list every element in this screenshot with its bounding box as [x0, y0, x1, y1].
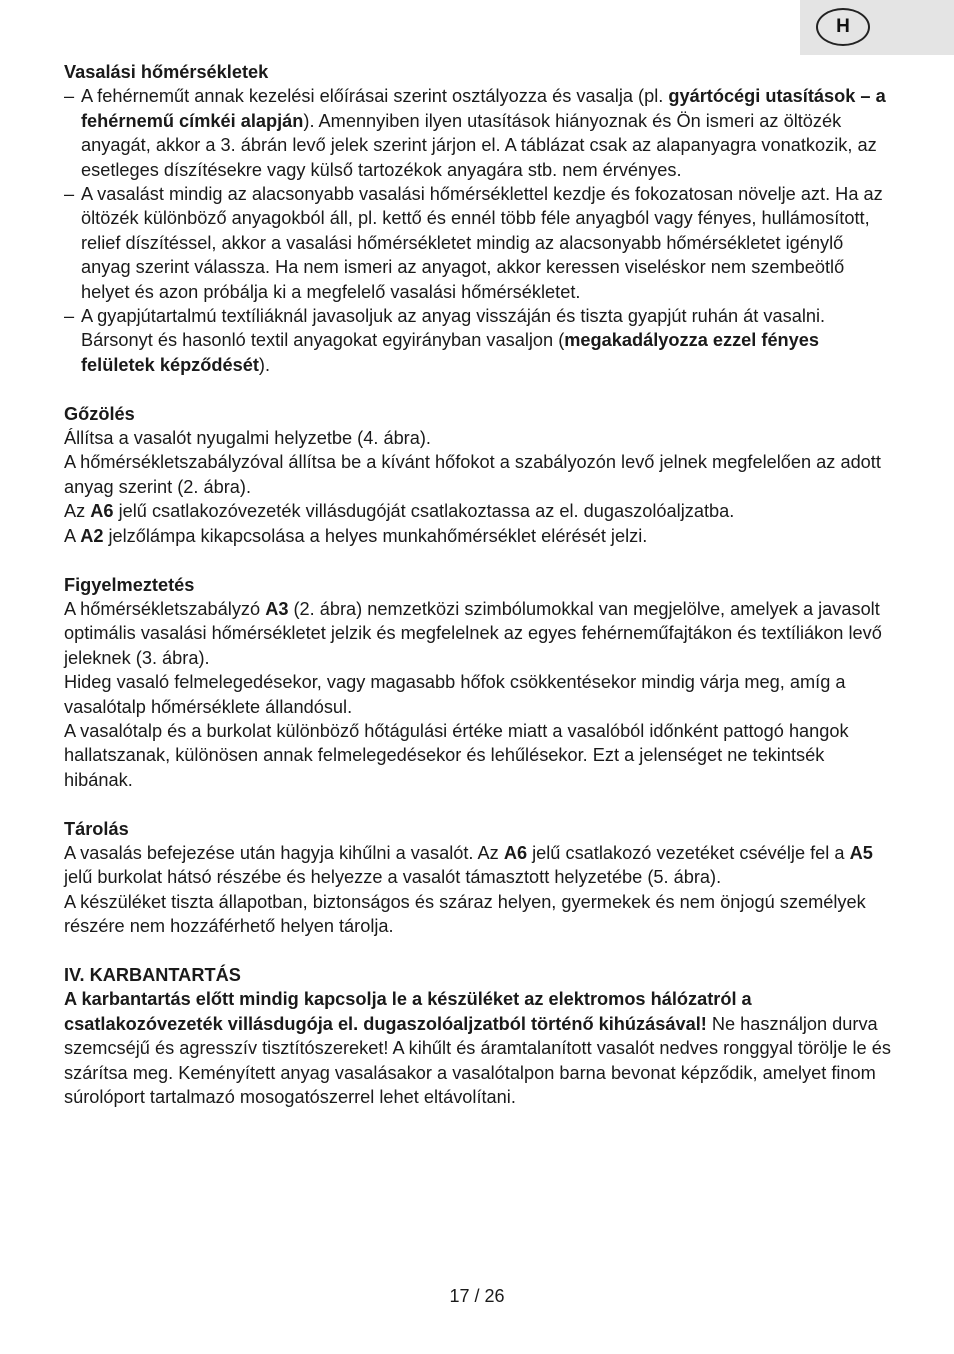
paragraph: A karbantartás előtt mindig kapcsolja le a készüléket az elektromos hálózatról a csatlakozóvezeték villásdugója el. dugaszolóaljzatból történő kihúzásával! Ne használjon durva szemcséjű és agresszív tisztítószereket! A kihűlt és áramtalanított vasalót nedves ronggyal törölje le és szárítsa meg. Keményített anyag vasalásakor a vasalótalpon barna bevonat képződik, amelyet finom súrolóport tartalmazó mosogatószerrel lehet eltávolítani. [64, 989, 891, 1107]
paragraph: Állítsa a vasalót nyugalmi helyzetbe (4. ábra). [64, 428, 431, 449]
section-heading-maintenance: IV. KARBANTARTÁS [64, 964, 241, 985]
document-body [64, 60, 894, 1109]
paragraph: A készüléket tiszta állapotban, biztonságos és száraz helyen, gyermekek és nem önjogú személyek részére nem hozzáférhető helyen tárolja. [64, 891, 866, 937]
language-tab [800, 0, 954, 55]
list-dash: – [64, 184, 75, 205]
list-item: – A fehérneműt annak kezelési előírásai szerint osztályozza és vasalja (pl. gyártócégi utasítások – a fehérnemű címkéi alapján). Amennyiben ilyen utasítások hiányoznak és Ön ismeri az öltözék anyagát, akkor a 3. ábrán levő jelek szerint járjon el. A táblázat csak az alapanyagra vonatkozik, az esetleges díszítésekre vagy külső tartozékok anyagára stb. nem érvényes. [64, 86, 886, 180]
language-badge: H [816, 8, 870, 46]
paragraph: Hideg vasaló felmelegedésekor, vagy magasabb hőfok csökkentésekor mindig várja meg, amíg a vasalótalp hőmérséklete állandósul. [64, 672, 846, 717]
list-dash: – [64, 86, 75, 107]
paragraph: A hőmérsékletszabályzó A3 (2. ábra) nemzetközi szimbólumokkal van megjelölve, amelyek a javasolt optimális vasalási hőmérsékletet jelzik és megfelelnek az egyes fehérneműfajtákon és textíliákon levő jeleknek (3. ábra). [64, 598, 882, 668]
paragraph: A A2 jelzőlámpa kikapcsolása a helyes munkahőmérséklet elérését jelzi. [64, 525, 648, 546]
section-heading-warning: Figyelmeztetés [64, 574, 195, 595]
paragraph: Az A6 jelű csatlakozóvezeték villásdugóját csatlakoztassa az el. dugaszolóaljzatba. [64, 501, 735, 522]
paragraph: A vasalás befejezése után hagyja kihűlni a vasalót. Az A6 jelű csatlakozó vezetéket csévélje fel a A5 jelű burkolat hátsó részébe és helyezze a vasalót támasztott helyzetébe (5. ábra). [64, 842, 873, 888]
section-heading-steaming: Gőzölés [64, 403, 135, 424]
paragraph: A vasalótalp és a burkolat különböző hőtágulási értéke miatt a vasalóból időnként pattogó hangok hallatszanak, különösen annak felmelegedésekor és lehűlésekor. Ezt a jelenséget ne tekintsék hibának. [64, 720, 849, 790]
list-dash: – [64, 306, 75, 327]
section-heading-ironing: Vasalási hőmérsékletek [64, 62, 269, 82]
section-heading-storage: Tárolás [64, 818, 129, 839]
list-item: – A gyapjútartalmú textíliáknál javasoljuk az anyag visszáján és tiszta gyapjút ruhán át vasalni. Bársonyt és hasonló textil anyagokat egyirányban vasaljon (megakadályozza ezzel fényes felületek képződését). [64, 306, 826, 375]
paragraph: A hőmérsékletszabályzóval állítsa be a kívánt hőfokot a szabályozón levő jelnek megfelelően az adott anyag szerint (2. ábra). [64, 452, 881, 497]
list-item: – A vasalást mindig az alacsonyabb vasalási hőmérséklettel kezdje és fokozatosan növelje azt. Ha az öltözék különböző anyagokból áll, pl. kettő és ennél több féle anyagból vagy fényes, hullámosított, relief díszítéssel, akkor a vasalási hőmérsékletet mindig az alacsonyabb hőmérsékletet igénylő anyag szerint válassza. Ha nem ismeri az anyagot, akkor keressen viseléskor nem szembeötlő helyet és azon próbálja ki a megfelelő vasalási hőmérsékletet. [64, 184, 883, 302]
page-number: 17 / 26 [449, 1286, 505, 1306]
